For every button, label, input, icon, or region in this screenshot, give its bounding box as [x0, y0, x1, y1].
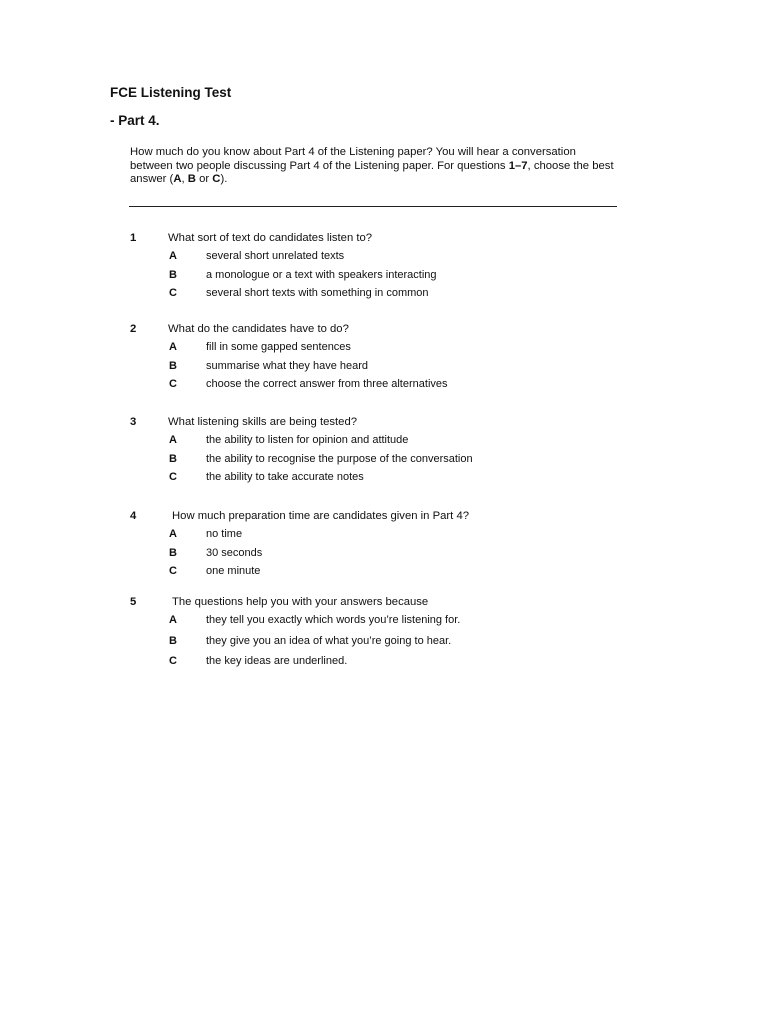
instructions-text: How much do you know about Part 4 of the Listening paper? You will hear a conversation between two people discussing Part 4 of the Listening paper. For questions — [130, 146, 576, 172]
instructions-text: or — [195, 173, 213, 185]
question-block — [130, 416, 620, 490]
option-letter: B — [169, 359, 177, 372]
answer-letter: B — [187, 173, 196, 185]
question-number: 4 — [130, 510, 137, 522]
question-header — [130, 232, 620, 250]
question-block — [130, 510, 620, 584]
answer-option — [130, 453, 620, 472]
document-subtitle: - Part 4. — [110, 113, 160, 128]
answer-option — [130, 341, 620, 360]
option-text: the ability to listen for opinion and attitude — [206, 434, 409, 446]
question-text: The questions help you with your answers because — [172, 596, 429, 608]
option-text: no time — [206, 528, 243, 540]
option-letter: C — [169, 565, 177, 578]
answer-option — [130, 269, 620, 288]
option-letter: A — [169, 434, 177, 446]
question-number: 2 — [130, 323, 137, 335]
question-block — [130, 232, 620, 306]
question-number: 5 — [130, 596, 137, 608]
question-number: 1 — [130, 232, 137, 244]
option-text: 30 seconds — [206, 546, 263, 559]
answer-option — [130, 250, 620, 269]
option-text: several short unrelated texts — [206, 250, 345, 262]
option-letter: A — [169, 614, 177, 626]
option-text: several short texts with something in common — [206, 287, 429, 300]
question-block — [130, 323, 620, 397]
answer-option — [130, 471, 620, 490]
answer-option — [130, 547, 620, 566]
option-letter: B — [169, 268, 177, 281]
option-text: choose the correct answer from three alternatives — [206, 378, 448, 391]
question-header — [130, 510, 620, 528]
option-letter: B — [169, 546, 177, 559]
instructions-text: , choose the best answer ( — [130, 159, 614, 185]
answer-option — [130, 360, 620, 379]
answer-letter: C — [212, 173, 221, 185]
answer-option — [130, 614, 620, 635]
option-letter: A — [169, 528, 177, 540]
option-letter: A — [169, 341, 177, 353]
option-text: summarise what they have heard — [206, 359, 369, 372]
question-header — [130, 416, 620, 434]
question-number: 3 — [130, 416, 137, 428]
option-letter: C — [169, 378, 177, 391]
option-letter: C — [169, 287, 177, 300]
answer-option — [130, 528, 620, 547]
question-text: What sort of text do candidates listen to? — [168, 232, 373, 244]
answer-option — [130, 378, 620, 397]
option-letter: C — [169, 655, 177, 667]
option-text: one minute — [206, 565, 261, 578]
question-header — [130, 596, 620, 614]
option-text: they give you an idea of what you’re going to hear. — [206, 634, 452, 647]
answer-option — [130, 635, 620, 656]
option-text: they tell you exactly which words you’re listening for. — [206, 614, 461, 626]
answer-option — [130, 655, 620, 674]
answer-option — [130, 565, 620, 584]
question-range: 1–7 — [508, 159, 528, 172]
option-letter: A — [169, 250, 177, 262]
divider-line — [129, 206, 617, 207]
question-block — [130, 596, 620, 674]
option-text: the key ideas are underlined. — [206, 655, 348, 667]
answer-option — [130, 287, 620, 306]
option-text: fill in some gapped sentences — [206, 341, 351, 353]
answer-letter: A — [173, 173, 182, 185]
answer-option — [130, 434, 620, 453]
instructions-paragraph — [130, 146, 620, 187]
instructions-text: ). — [220, 173, 228, 185]
question-text: What listening skills are being tested? — [168, 416, 358, 428]
question-text: What do the candidates have to do? — [168, 323, 349, 335]
question-text: How much preparation time are candidates given in Part 4? — [172, 510, 470, 522]
option-text: a monologue or a text with speakers interacting — [206, 268, 437, 281]
option-letter: C — [169, 471, 177, 484]
option-letter: B — [169, 634, 177, 647]
option-text: the ability to take accurate notes — [206, 471, 364, 484]
document-title: FCE Listening Test — [110, 85, 232, 100]
option-letter: B — [169, 452, 177, 465]
instructions-text: , — [181, 173, 188, 185]
option-text: the ability to recognise the purpose of the conversation — [206, 452, 473, 465]
question-header — [130, 323, 620, 341]
